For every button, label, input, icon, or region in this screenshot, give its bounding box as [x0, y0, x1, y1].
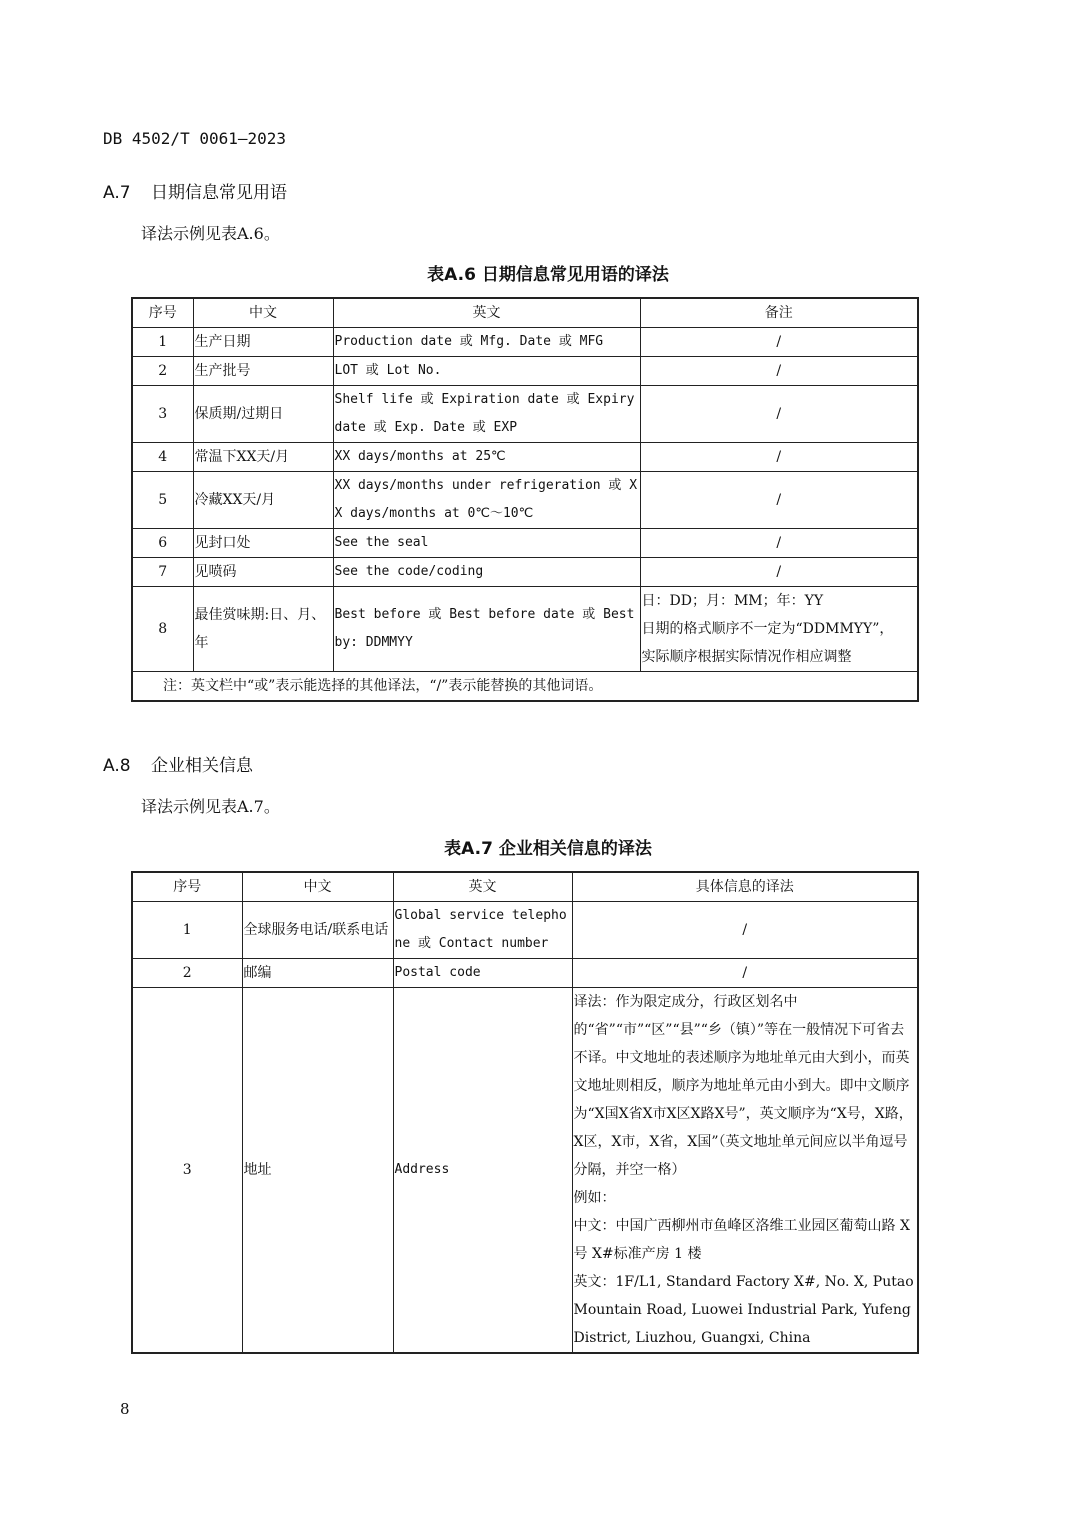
row-number: 3: [132, 386, 193, 443]
chinese-term: 生产日期: [193, 328, 333, 357]
table-row: [132, 328, 918, 357]
column-header: 序号: [132, 872, 242, 902]
table-row: [132, 988, 918, 1354]
english-term: Production date 或 Mfg. Date 或 MFG: [333, 328, 640, 357]
remark: /: [640, 386, 918, 443]
table-a7: [131, 871, 919, 1354]
detail-paragraph: 译法：作为限定成分，行政区划名中的“省”“市”“区”“县”“乡（镇）”等在一般情况下可省去不译。中文地址的表述顺序为地址单元由大到小，而英文地址则相反，顺序为地址单元由小到大。即中文顺序为“X国X省X市X区X路X号”，英文顺序为“X号，X路，X区，X市，X省，X国”（英文地址单元间应以半角逗号分隔，并空一格）: [573, 994, 913, 1178]
chinese-term: 最佳赏味期:日、月、年: [193, 587, 333, 672]
remark-line: 日：DD；月：MM；年：YY: [641, 593, 824, 609]
section-number: A.8: [103, 756, 131, 776]
remark: /: [640, 558, 918, 587]
row-number: 8: [132, 587, 193, 672]
table-row: [132, 587, 918, 672]
table-row: [132, 472, 918, 529]
column-header: 英文: [393, 872, 572, 902]
table-row: [132, 443, 918, 472]
section-title: 企业相关信息: [151, 756, 253, 776]
english-term: Global service telephone 或 Contact number: [393, 902, 572, 959]
document-id: DB 4502/T 0061—2023: [103, 129, 287, 148]
table-caption-a6: 表A.6 日期信息常见用语的译法: [427, 265, 669, 285]
remark: /: [640, 357, 918, 386]
chinese-term: 冷藏XX天/月: [193, 472, 333, 529]
column-header: 中文: [242, 872, 393, 902]
chinese-term: 保质期/过期日: [193, 386, 333, 443]
table-footnote-row: [132, 672, 918, 702]
remark: /: [640, 472, 918, 529]
translation-detail: /: [572, 959, 918, 988]
section-title: 日期信息常见用语: [151, 183, 287, 203]
section-heading-a7: [103, 178, 287, 203]
section-heading-a8: [103, 751, 253, 776]
column-header: 具体信息的译法: [572, 872, 918, 902]
english-term: XX days/months at 25℃: [333, 443, 640, 472]
table-footnote: 注：英文栏中“或”表示能选择的其他译法，“/”表示能替换的其他词语。: [132, 672, 918, 702]
table-row: [132, 386, 918, 443]
section-number: A.7: [103, 183, 131, 203]
column-header: 中文: [193, 298, 333, 328]
section-intro-a8: 译法示例见表A.7。: [141, 797, 280, 816]
english-term: See the code/coding: [333, 558, 640, 587]
chinese-term: 见封口处: [193, 529, 333, 558]
english-term: LOT 或 Lot No.: [333, 357, 640, 386]
row-number: 1: [132, 328, 193, 357]
remark-line: 日期的格式顺序不一定为“DDMMYY”，: [641, 621, 894, 637]
remark: [640, 587, 918, 672]
row-number: 4: [132, 443, 193, 472]
detail-paragraph: 英文：1F/L1, Standard Factory X#, No. X, Putao Mountain Road, Luowei Industrial Park, Yufeng District, Liuzhou, Guangxi, China: [573, 1274, 914, 1346]
table-row: [132, 357, 918, 386]
translation-detail: /: [572, 902, 918, 959]
table-row: [132, 529, 918, 558]
chinese-term: 常温下XX天/月: [193, 443, 333, 472]
page-number: 8: [120, 1400, 130, 1418]
remark: /: [640, 328, 918, 357]
column-header: 序号: [132, 298, 193, 328]
chinese-term: 生产批号: [193, 357, 333, 386]
table-caption-a7: 表A.7 企业相关信息的译法: [444, 839, 652, 859]
section-intro-a7: 译法示例见表A.6。: [141, 224, 280, 243]
table-header-row: [132, 298, 918, 328]
table-a6: [131, 297, 919, 702]
table-header-row: [132, 872, 918, 902]
translation-detail: [572, 988, 918, 1354]
remark: /: [640, 443, 918, 472]
english-term: Postal code: [393, 959, 572, 988]
english-term: See the seal: [333, 529, 640, 558]
row-number: 3: [132, 988, 242, 1354]
row-number: 6: [132, 529, 193, 558]
row-number: 5: [132, 472, 193, 529]
remark: /: [640, 529, 918, 558]
row-number: 2: [132, 357, 193, 386]
row-number: 7: [132, 558, 193, 587]
column-header: 备注: [640, 298, 918, 328]
remark-line: 实际顺序根据实际情况作相应调整: [641, 649, 852, 665]
table-row: [132, 558, 918, 587]
chinese-term: 全球服务电话/联系电话: [242, 902, 393, 959]
english-term: XX days/months under refrigeration 或 XX days/months at 0℃～10℃: [333, 472, 640, 529]
table-row: [132, 959, 918, 988]
row-number: 2: [132, 959, 242, 988]
chinese-term: 地址: [242, 988, 393, 1354]
english-term: Address: [393, 988, 572, 1354]
table-row: [132, 902, 918, 959]
detail-paragraph: 例如：: [573, 1190, 616, 1206]
chinese-term: 见喷码: [193, 558, 333, 587]
column-header: 英文: [333, 298, 640, 328]
english-term: Best before 或 Best before date 或 Best by: DDMMYY: [333, 587, 640, 672]
detail-paragraph: 中文：中国广西柳州市鱼峰区洛维工业园区葡萄山路 X 号 X#标准产房 1 楼: [573, 1218, 910, 1262]
english-term: Shelf life 或 Expiration date 或 Expiry date 或 Exp. Date 或 EXP: [333, 386, 640, 443]
row-number: 1: [132, 902, 242, 959]
chinese-term: 邮编: [242, 959, 393, 988]
